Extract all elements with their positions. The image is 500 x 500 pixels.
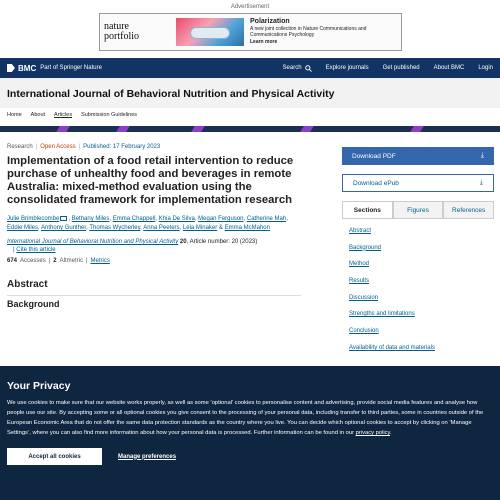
bmc-logo[interactable] bbox=[0, 64, 102, 73]
top-navigation-bar bbox=[0, 58, 500, 78]
subnav-about[interactable]: About bbox=[30, 112, 46, 118]
author-list: Julie Brimblecombe , Bethany Miles, Emma Chappell, Khia De Silva, Megan Ferguson, Catherine Mah, Eddie Miles, Anthony Gunther, Thomas Wycherley, Anna Peeters, Leia Minaker & Emma McMahon bbox=[7, 216, 288, 231]
published-date: Published: 17 February 2023 bbox=[83, 144, 161, 150]
altmetric-label: Altmetric bbox=[59, 258, 83, 264]
citation-journal-link[interactable]: International Journal of Behavioral Nutrition and Physical Activity bbox=[7, 239, 179, 245]
author-link[interactable]: Emma Chappell bbox=[112, 216, 156, 222]
cite-this-article: | Cite this article bbox=[13, 247, 56, 253]
cite-this-article-link[interactable]: Cite this article bbox=[16, 247, 56, 253]
tab-references[interactable]: References bbox=[443, 201, 494, 218]
springer-tagline: Part of Springer Nature bbox=[40, 65, 102, 71]
author-link[interactable]: Bethany Miles bbox=[71, 216, 110, 222]
citation-details: , Article number: 20 (2023) bbox=[186, 239, 258, 245]
tab-figures[interactable]: Figures bbox=[393, 201, 444, 218]
metrics-separator: | bbox=[48, 258, 51, 264]
hero-decoration bbox=[0, 126, 500, 132]
search-button[interactable] bbox=[283, 65, 312, 72]
ad-image bbox=[176, 18, 244, 46]
author-link[interactable]: Leia Minaker bbox=[182, 225, 218, 231]
sidebar-tabs bbox=[342, 201, 494, 219]
download-pdf-label: Download PDF bbox=[352, 152, 396, 160]
cookie-consent-banner bbox=[0, 366, 500, 500]
article-sidebar bbox=[342, 147, 494, 357]
bmc-brand: BMC bbox=[18, 63, 37, 73]
ad-brand-line1: nature bbox=[104, 21, 129, 32]
article-title: Implementation of a food retail intervention to reduce purchase of unhealthy food and beverages in remote Australia: mixed-method evaluation using the consolidated framework for implementation research bbox=[7, 155, 294, 206]
section-link-results[interactable]: Results bbox=[349, 278, 370, 285]
author-link[interactable]: Eddie Miles bbox=[7, 225, 39, 231]
section-link-method[interactable]: Method bbox=[349, 261, 370, 268]
download-pdf-button[interactable] bbox=[342, 147, 494, 165]
privacy-text: We use cookies to make sure that our website works properly, as well as some ‘optional’ cookies to personalise content and advertising, provide social media features and analyse how people use our site. By accepting some or all optional cookies you give consent to the processing of your personal data, including transfer to third parties, some in countries outside of the European Economic Area that do not offer the same data protection standards as the country where you live. You can decide which optional cookies to accept by clicking on ‘Manage Settings’, where you can also find more information about how your personal data is processed. Further information can be found in our privacy policy. bbox=[7, 400, 484, 436]
subnav-submission-guidelines[interactable]: Submission Guidelines bbox=[81, 112, 138, 118]
accept-all-cookies-button[interactable]: Accept all cookies bbox=[7, 448, 102, 465]
metrics-link[interactable]: Metrics bbox=[90, 258, 110, 264]
section-link-availability[interactable]: Availability of data and materials bbox=[349, 344, 435, 351]
subnav-home[interactable]: Home bbox=[7, 112, 22, 118]
ad-brand-line2: portfolio bbox=[104, 31, 139, 42]
advertisement-banner[interactable] bbox=[99, 13, 402, 51]
article-meta bbox=[7, 144, 307, 150]
top-nav-links bbox=[283, 65, 500, 72]
section-link-conclusion[interactable]: Conclusion bbox=[349, 328, 379, 335]
author-link[interactable]: Megan Ferguson bbox=[198, 216, 244, 222]
meta-separator: | bbox=[78, 144, 81, 150]
journal-subnav bbox=[0, 108, 500, 126]
privacy-actions bbox=[7, 448, 493, 465]
nature-portfolio-logo bbox=[100, 22, 170, 42]
explore-journals-link[interactable]: Explore journals bbox=[325, 65, 369, 71]
background-heading: Background bbox=[7, 299, 60, 309]
author-link[interactable]: Julie Brimblecombe bbox=[7, 216, 60, 222]
author-link[interactable]: Anthony Gunther bbox=[41, 225, 87, 231]
article-metrics bbox=[7, 258, 307, 264]
privacy-policy-link[interactable]: privacy policy bbox=[355, 430, 391, 436]
subnav-articles[interactable]: Articles bbox=[54, 112, 73, 118]
section-link-abstract[interactable]: Abstract bbox=[349, 228, 372, 234]
email-icon[interactable] bbox=[60, 216, 67, 221]
ad-body: A new joint collection in Nature Communications and Communications Psychology bbox=[250, 26, 367, 38]
section-link-discussion[interactable]: Discussion bbox=[349, 294, 379, 301]
meta-separator: | bbox=[35, 144, 38, 150]
privacy-body: We use cookies to make sure that our website works properly, as well as some ‘optional’ cookies to personalise content and advertising, provide social media features and analyse how people use our site. By accepting some or all optional cookies you give consent to the processing of your personal data, including transfer to third parties, some in countries outside of the European Economic Area that do not offer the same data protection standards as the country where you live. You can decide which optional cookies to accept by clicking on ‘Manage Settings’, where you can also find more information about how your personal data is processed. Further information can be found in our bbox=[7, 400, 484, 436]
download-epub-label: Download ePub bbox=[353, 179, 399, 187]
download-epub-button[interactable] bbox=[342, 174, 494, 192]
citation bbox=[7, 238, 307, 246]
accesses-count: 674 bbox=[7, 258, 18, 264]
accesses-label: Accesses bbox=[20, 258, 46, 264]
author-link[interactable]: Thomas Wycherley bbox=[89, 225, 141, 231]
download-icon: ⤓ bbox=[479, 179, 483, 186]
author-link[interactable]: Catherine Mah bbox=[246, 216, 287, 222]
metrics-separator: | bbox=[85, 258, 88, 264]
open-access-badge: Open Access bbox=[40, 144, 76, 150]
journal-title[interactable]: International Journal of Behavioral Nutrition and Physical Activity bbox=[0, 78, 500, 108]
section-list bbox=[342, 223, 494, 357]
section-link-strengths[interactable]: Strengths and limitations bbox=[349, 311, 415, 318]
manage-preferences-button[interactable]: Manage preferences bbox=[118, 453, 177, 460]
search-label: Search bbox=[282, 65, 302, 71]
ad-text bbox=[250, 19, 401, 45]
article-main bbox=[7, 144, 307, 309]
download-icon: ⤓ bbox=[480, 152, 484, 159]
privacy-heading: Your Privacy bbox=[7, 380, 71, 392]
author-link[interactable]: Anna Peeters bbox=[143, 225, 180, 231]
article-type: Research bbox=[7, 144, 33, 150]
abstract-heading: Abstract bbox=[7, 279, 301, 296]
search-icon bbox=[305, 65, 312, 72]
bmc-logo-icon bbox=[7, 64, 15, 72]
tab-sections[interactable]: Sections bbox=[342, 201, 393, 218]
author-link[interactable]: Khia De Silva bbox=[158, 216, 195, 222]
get-published-link[interactable]: Get published bbox=[382, 65, 420, 71]
author-link[interactable]: Emma McMahon bbox=[224, 225, 270, 231]
about-bmc-link[interactable]: About BMC bbox=[433, 65, 465, 71]
citation-volume: 20 bbox=[179, 239, 187, 245]
ad-title: Polarization bbox=[250, 18, 290, 25]
ad-learn-more-link[interactable]: Learn more bbox=[250, 39, 278, 45]
altmetric-count: 2 bbox=[53, 258, 57, 264]
advertisement-label: Advertisement bbox=[230, 4, 270, 10]
section-link-background[interactable]: Background bbox=[349, 244, 382, 251]
login-link[interactable]: Login bbox=[478, 65, 493, 71]
